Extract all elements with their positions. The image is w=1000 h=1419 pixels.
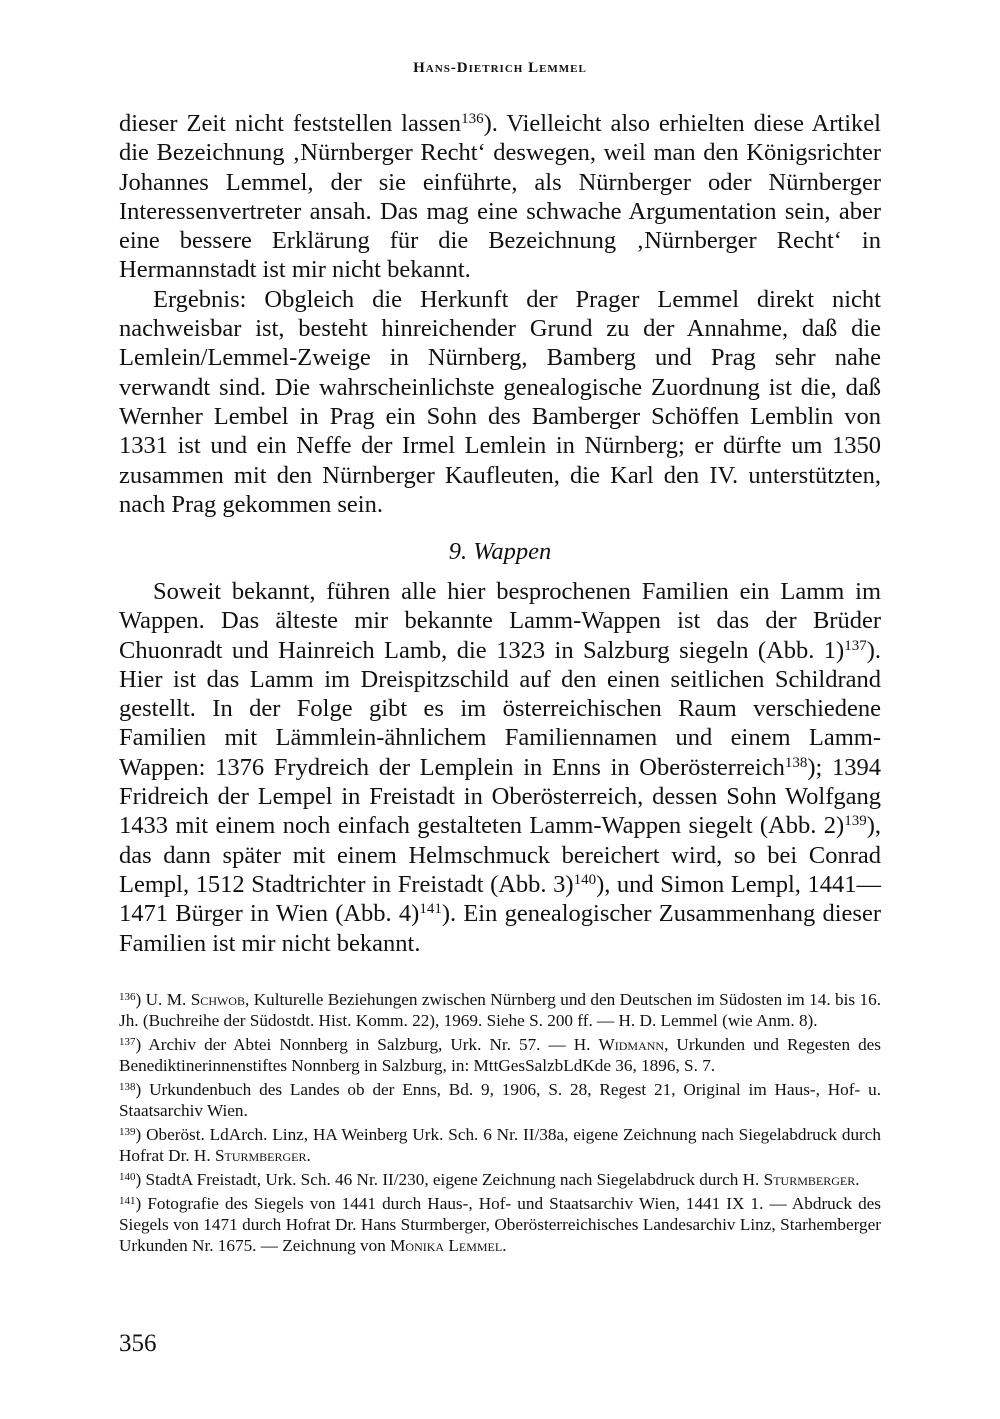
body-text-block-2 — [119, 577, 881, 958]
footnote-text: ) Fotografie des Siegels von 1441 durch Haus-, Hof- und Staatsarchiv Wien, 1441 IX 1. — Abdruck des Siegels von 1471 durch Hofrat Dr. Hans Sturmberger, Oberösterreichisches Landesarchiv Linz, Starhemberger Urkunden Nr. 1675. — Zeichnung von — [119, 1194, 881, 1255]
footnote-ref-138: 138 — [784, 754, 808, 771]
footnote-ref-136: 136 — [461, 111, 484, 127]
footnote-text: . — [855, 1170, 860, 1189]
page-number: 356 — [119, 1330, 157, 1357]
footnote-138 — [119, 1077, 881, 1121]
paragraph-3-text-5: ), und Simon Lempl, 1441—1471 Bürger in Wien (Abb. 4) — [119, 870, 881, 928]
footnote-ref-140: 140 — [573, 871, 597, 888]
footnote-author: Widmann — [598, 1035, 665, 1054]
paragraph-3-text-2: ). Hier ist das Lamm im Dreispitzschild auf den einen seitlichen Schildrand gestellt. In der Folge gibt es im österreichischen Raum verschiedene Familien mit Lämmlein-ähnlichem Familiennamen und einem Lamm-Wappen: 1376 Frydreich der Lemplein in Enns in Oberösterreich — [119, 636, 881, 781]
paragraph-1 — [119, 109, 881, 285]
footnote-text: ) StadtA Freistadt, Urk. Sch. 46 Nr. II/230, eigene Zeichnung nach Siegelabdruck durch H. — [135, 1170, 764, 1189]
footnote-136 — [119, 987, 881, 1031]
paragraph-1-text-a: dieser Zeit nicht feststellen lassen — [119, 110, 462, 137]
footnote-text: , Urkunden und Regesten des Benediktinerinnenstiftes Nonnberg in Salzburg, in: MttGesSalzbLdKde 36, 1896, S. 7. — [119, 1035, 881, 1075]
paragraph-3-text-3: ); 1394 Fridreich der Lempel in Freistadt in Oberösterreich, dessen Sohn Wolfgang 1433 mit einem noch einfach gestalteten Lamm-Wappen siegelt (Abb. 2) — [119, 753, 882, 840]
paragraph-3 — [119, 577, 881, 958]
paragraph-3-text-4: ), das dann später mit einem Helmschmuck bereichert wird, so bei Conrad Lempl, 1512 Stadtrichter in Freistadt (Abb. 3) — [119, 812, 881, 898]
footnote-text: ) Archiv der Abtei Nonnberg in Salzburg, Urk. Nr. 57. — H. — [135, 1035, 599, 1054]
footnote-139 — [119, 1122, 881, 1166]
footnotes — [119, 987, 881, 1257]
footnote-ref-139: 139 — [844, 813, 867, 830]
footnote-number: 138 — [119, 1081, 136, 1093]
footnote-number: 141 — [119, 1195, 136, 1207]
footnote-author: Schwob — [190, 990, 245, 1009]
footnote-author: Monika Lemmel — [390, 1236, 503, 1255]
paragraph-2: Ergebnis: Obgleich die Herkunft der Prager Lemmel direkt nicht nachweisbar ist, besteht hinreichender Grund zu der Annahme, daß die Lemlein/Lemmel-Zweige in Nürnberg, Bamberg und Prag sehr nahe verwandt sind. Die wahrscheinlichste genealogische Zuordnung ist die, daß Wernher Lembel in Prag ein Sohn des Bamberger Schöffen Lemblin von 1331 ist und ein Neffe der Irmel Lemlein in Nürnberg; er dürfte um 1350 zusammen mit den Nürnberger Kaufleuten, die Karl den IV. unterstützten, nach Prag gekommen sein. — [119, 285, 881, 518]
footnote-ref-141: 141 — [419, 901, 442, 918]
footnote-text: ) Urkundenbuch des Landes ob der Enns, Bd. 9, 1906, S. 28, Regest 21, Original im Haus-, Hof- u. Staatsarchiv Wien. — [119, 1080, 881, 1120]
footnote-ref-137: 137 — [844, 637, 867, 654]
footnote-text: . — [502, 1236, 507, 1255]
footnote-number: 137 — [119, 1036, 136, 1048]
footnote-137 — [119, 1032, 881, 1076]
footnote-text: ) Oberöst. LdArch. Linz, HA Weinberg Urk. Sch. 6 Nr. II/38a, eigene Zeichnung nach Siegelabdruck durch Hofrat Dr. H. — [119, 1125, 881, 1165]
footnote-text: ) U. M. — [135, 990, 191, 1009]
footnote-number: 139 — [119, 1126, 136, 1138]
section-heading: 9. Wappen — [448, 538, 552, 565]
paragraph-3-text-6: ). Ein genealogischer Zusammenhang dieser Familien ist mir nicht bekannt. — [119, 900, 881, 957]
footnote-text: . — [306, 1146, 311, 1165]
body-text-block-1 — [119, 109, 881, 519]
footnote-author: Sturmberger — [763, 1170, 856, 1189]
footnote-140 — [119, 1167, 881, 1190]
paragraph-3-text-1: Soweit bekannt, führen alle hier besprochenen Familien ein Lamm im Wappen. Das älteste mir bekannte Lamm-Wappen ist das der Brüder Chuonradt und Hainreich Lamb, die 1323 in Salzburg siegeln (Abb. 1) — [119, 578, 881, 664]
footnote-text: , Kulturelle Beziehungen zwischen Nürnberg und den Deutschen im Südosten im 14. bis 16. Jh. (Buchreihe der Südostdt. Hist. Komm. 22), 1969. Siehe S. 200 ff. — H. D. Lemmel (wie Anm. 8). — [119, 990, 882, 1030]
footnote-author: Sturmberger — [214, 1146, 307, 1165]
footnote-number: 140 — [119, 1171, 136, 1183]
paragraph-1-text-b: ). Vielleicht also erhielten diese Artikel die Bezeichnung ‚Nürnberger Recht‘ deswegen, weil man den Königsrichter Johannes Lemmel, der sie einführte, als Nürnberger oder Nürnberger Interessenvertreter ansah. Das mag eine schwache Argumentation sein, aber eine bessere Erklärung für die Bezeichnung ‚Nürnberger Recht‘ in Hermannstadt ist mir nicht bekannt. — [119, 110, 881, 284]
running-head: Hans-Dietrich Lemmel — [413, 60, 587, 76]
footnote-141 — [119, 1191, 881, 1256]
footnote-number: 136 — [119, 991, 136, 1003]
